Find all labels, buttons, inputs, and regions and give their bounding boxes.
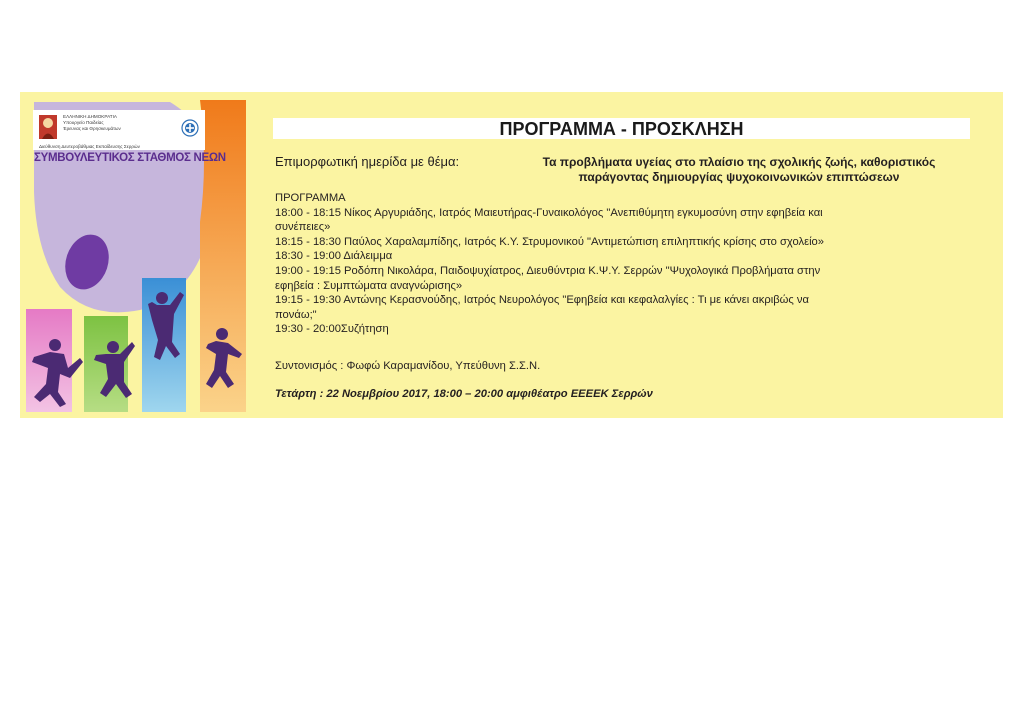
program-line: 19:00 - 19:15 Ροδόπη Νικολάρα, Παιδοψυχίατρος, Διευθύντρια Κ.Ψ.Υ. Σερρών "Ψυχολογικά Προβλήματα στην	[275, 264, 821, 277]
coordination-text: Συντονισμός : Φωφώ Καραμανίδου, Υπεύθυνη Σ.Σ.Ν.	[275, 360, 541, 372]
program-line: 19:15 - 19:30 Αντώνης Κερασνούδης, Ιατρός Νευρολόγος "Εφηβεία και κεφαλαλγίες : Τι με κάνει ακριβώς να	[275, 294, 809, 307]
invitation-banner	[20, 92, 1003, 418]
logo-directorate: Διεύθυνση Δευτεροβάθμιας Εκπαίδευσης Σερρών	[39, 144, 140, 149]
program-heading: ΠΡΟΓΡΑΜΜΑ	[275, 192, 346, 204]
hellenic-crest-icon	[181, 119, 199, 137]
ministry-logo	[33, 110, 205, 150]
page-title: ΠΡΟΓΡΑΜΜΑ - ΠΡΟΣΚΛΗΣΗ	[273, 118, 970, 139]
subject-line-1: Τα προβλήματα υγείας στο πλαίσιο της σχολικής ζωής, καθοριστικός	[542, 155, 936, 169]
program-line: συνέπειες»	[275, 221, 331, 234]
event-datetime: Τετάρτη : 22 Νοεμβρίου 2017, 18:00 – 20:00 αμφιθέατρο ΕΕΕΕΚ Σερρών	[275, 388, 653, 400]
subject-label: Επιμορφωτική ημερίδα με θέμα:	[275, 154, 460, 169]
program-line: 18:30 - 19:00 Διάλειμμα	[275, 250, 393, 263]
program-list	[275, 191, 975, 337]
program-line: 18:00 - 18:15 Νίκος Αργυριάδης, Ιατρός Μαιευτήρας-Γυναικολόγος "Ανεπιθύμητη εγκυμοσύνη στην εφηβεία και	[275, 206, 823, 219]
program-line: πονάω;"	[275, 308, 317, 321]
station-name: ΣΥΜΒΟΥΛΕΥΤΙΚΟΣ ΣΤΑΘΜΟΣ ΝΕΩΝ	[34, 152, 226, 164]
subject-text	[494, 155, 984, 185]
logo-line-1: ΕΛΛΗΝΙΚΗ ΔΗΜΟΚΡΑΤΙΑ	[63, 114, 117, 119]
subject-line-2: παράγοντας δημιουργίας ψυχοκοινωνικών επιπτώσεων	[578, 170, 900, 184]
program-line: εφηβεία : Συμπτώματα αναγνώρισης»	[275, 279, 463, 292]
program-line: 18:15 - 18:30 Παύλος Χαραλαμπίδης, Ιατρός Κ.Υ. Στρυμονικού "Αντιμετώπιση επιληπτικής κρίσης στο σχολείο»	[275, 235, 824, 248]
logo-line-2: Υπουργείο Παιδείας	[63, 120, 104, 125]
program-line: 19:30 - 20:00Συζήτηση	[275, 323, 389, 336]
greek-emblem-icon	[37, 114, 59, 140]
logo-line-3: Έρευνας και Θρησκευμάτων	[63, 126, 121, 131]
